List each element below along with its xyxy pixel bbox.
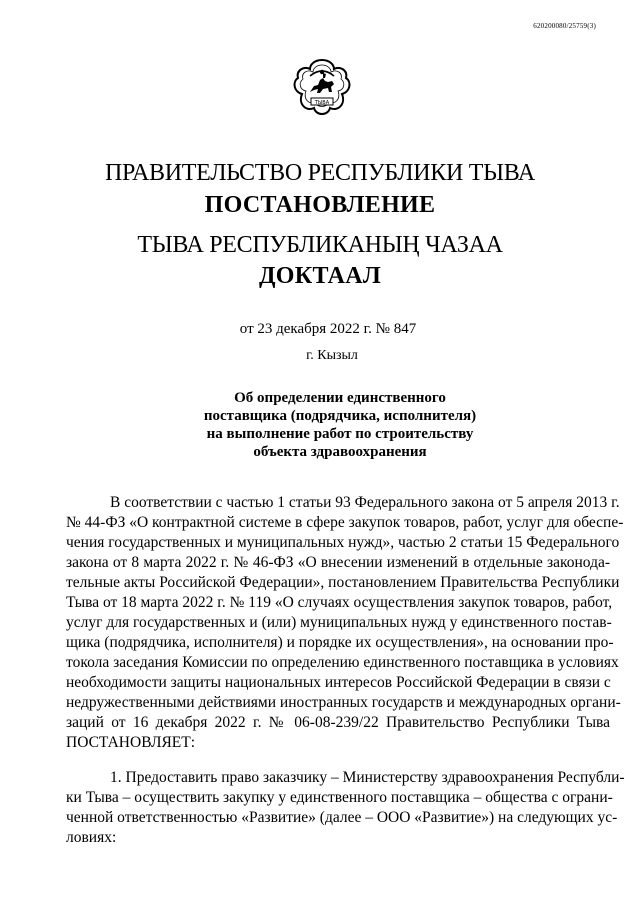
text-line: чения государственных и муниципальных нужд», частью 2 статьи 15 Федерального — [66, 534, 620, 551]
decree-subject — [0, 389, 640, 461]
text-line: 1. Предоставить право заказчику – Министерству здравоохранения Республи- — [110, 769, 625, 786]
body-paragraph-preamble — [66, 493, 624, 753]
tuva-coat-of-arms-icon — [290, 54, 354, 150]
decree-title-tyva: ДОКТААЛ — [258, 263, 382, 289]
text-line: ПОСТАНОВЛЯЕТ: — [66, 734, 196, 751]
subject-line: объекта здравоохранения — [253, 444, 427, 460]
government-title-ru: ПРАВИТЕЛЬСТВО РЕСПУБЛИКИ ТЫВА — [105, 160, 535, 186]
svg-text:ТЫВА: ТЫВА — [314, 99, 330, 106]
subject-line: на выполнение работ по строительству — [206, 426, 474, 442]
text-line: закона от 8 марта 2022 г. № 46-ФЗ «О внесении изменений в отдельные законода- — [66, 554, 610, 571]
decree-city: г. Кызыл — [306, 348, 358, 363]
text-line: недружественными действиями иностранных государств и международных органи- — [66, 694, 621, 711]
subject-line: Об определении единственного — [234, 390, 446, 406]
text-line: щика (подрядчика, исполнителя) и порядке их осуществления», на основании про- — [66, 634, 614, 651]
text-line: заций от 16 декабря 2022 г. № 06-08-239/22 Правительство Республики Тыва — [66, 714, 610, 731]
decree-title-ru: ПОСТАНОВЛЕНИЕ — [204, 192, 436, 218]
document-id: 620200080/25759(3) — [533, 22, 596, 30]
body-paragraph-item-1 — [66, 768, 625, 848]
text-line: токола заседания Комиссии по определению единственного поставщика в условиях — [66, 654, 619, 671]
government-title-tyva: ТЫВА РЕСПУБЛИКАНЫҢ ЧАЗАА — [137, 232, 503, 258]
text-line: В соответствии с частью 1 статьи 93 Федерального закона от 5 апреля 2013 г. — [110, 494, 620, 511]
text-line: услуг для государственных и (или) муниципальных нужд у единственного постав- — [66, 614, 612, 631]
text-line: ки Тыва – осуществить закупку у единственного поставщика – общества с ограни- — [66, 789, 613, 806]
decree-date-number: от 23 декабря 2022 г. № 847 — [239, 321, 417, 337]
subject-line: поставщика (подрядчика, исполнителя) — [203, 408, 477, 424]
text-line: № 44-ФЗ «О контрактной системе в сфере закупок товаров, работ, услуг для обеспе- — [66, 514, 624, 531]
text-line: Тыва от 18 марта 2022 г. № 119 «О случаях осуществления закупок товаров, работ, — [66, 594, 613, 611]
text-line: ловиях: — [66, 829, 117, 846]
text-line: ченной ответственностью «Развитие» (далее – ООО «Развитие») на следующих ус- — [66, 809, 618, 826]
text-line: необходимости защиты национальных интересов Российской Федерации в связи с — [66, 674, 611, 691]
text-line: тельные акты Российской Федерации», постановлением Правительства Республики — [66, 574, 620, 591]
